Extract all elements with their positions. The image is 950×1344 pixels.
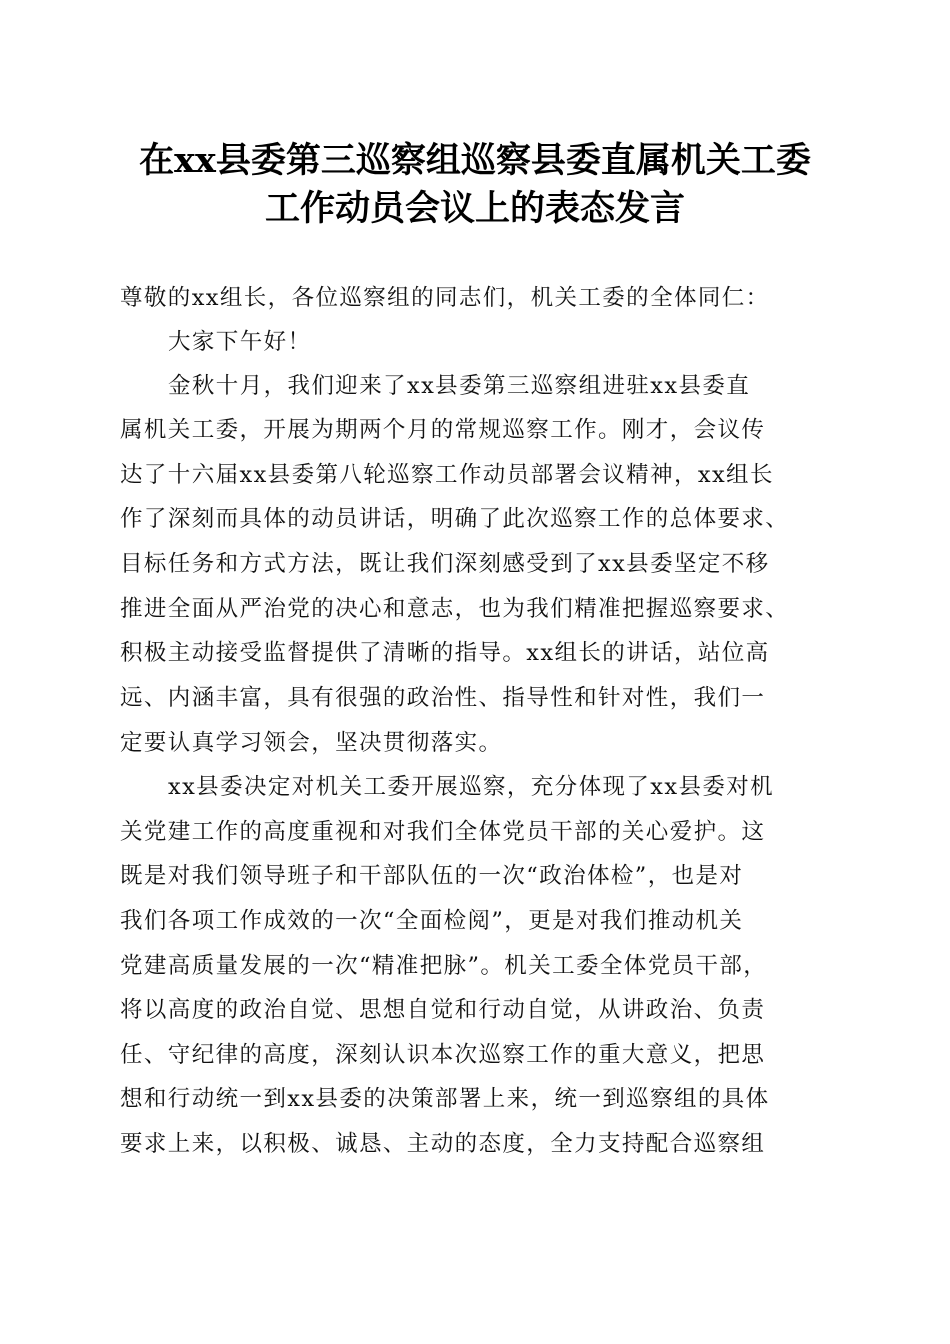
paragraph-2-line: xx县委决定对机关工委开展巡察，充分体现了xx县委对机 xyxy=(168,774,775,800)
salutation: 尊敬的xx组长，各位巡察组的同志们，机关工委的全体同仁： xyxy=(120,285,770,311)
paragraph-2-line: 想和行动统一到xx县委的决策部署上来，统一到巡察组的具体 xyxy=(120,1086,770,1112)
paragraph-1-line: 作了深刻而具体的动员讲话，明确了此次巡察工作的总体要求、 xyxy=(120,506,790,532)
paragraph-1-line: 目标任务和方式方法，既让我们深刻感受到了xx县委坚定不移 xyxy=(120,551,770,577)
paragraph-1-line: 达了十六届xx县委第八轮巡察工作动员部署会议精神，xx组长 xyxy=(120,462,774,488)
paragraph-1-line: 金秋十月，我们迎来了xx县委第三巡察组进驻xx县委直 xyxy=(168,373,751,399)
paragraph-1-line: 远、内涵丰富，具有很强的政治性、指导性和针对性，我们一 xyxy=(120,685,766,711)
paragraph-2-line: 要求上来，以积极、诚恳、主动的态度，全力支持配合巡察组 xyxy=(120,1131,766,1157)
greeting: 大家下午好！ xyxy=(168,329,312,355)
paragraph-2-line: 将以高度的政治自觉、思想自觉和行动自觉，从讲政治、负责 xyxy=(120,997,766,1023)
paragraph-2-line: 关党建工作的高度重视和对我们全体党员干部的关心爱护。这 xyxy=(120,819,766,845)
paragraph-2-line: 我们各项工作成效的一次“全面检阅”，更是对我们推动机关 xyxy=(120,908,744,934)
document-title-line-2: 工作动员会议上的表态发言 xyxy=(264,188,685,229)
paragraph-1-line: 属机关工委，开展为期两个月的常规巡察工作。刚才，会议传 xyxy=(120,417,766,443)
paragraph-1-line: 定要认真学习领会，坚决贯彻落实。 xyxy=(120,730,503,756)
paragraph-1-line: 推进全面从严治党的决心和意志，也为我们精准把握巡察要求、 xyxy=(120,596,790,622)
document-title-line-1: 在xx县委第三巡察组巡察县委直属机关工委 xyxy=(139,140,811,181)
paragraph-2-line: 既是对我们领导班子和干部队伍的一次“政治体检”，也是对 xyxy=(120,863,744,889)
paragraph-1-line: 积极主动接受监督提供了清晰的指导。xx组长的讲话，站位高 xyxy=(120,640,770,666)
paragraph-2-line: 任、守纪律的高度，深刻认识本次巡察工作的重大意义，把思 xyxy=(120,1042,766,1068)
paragraph-2-line: 党建高质量发展的一次“精准把脉”。机关工委全体党员干部， xyxy=(120,953,768,979)
